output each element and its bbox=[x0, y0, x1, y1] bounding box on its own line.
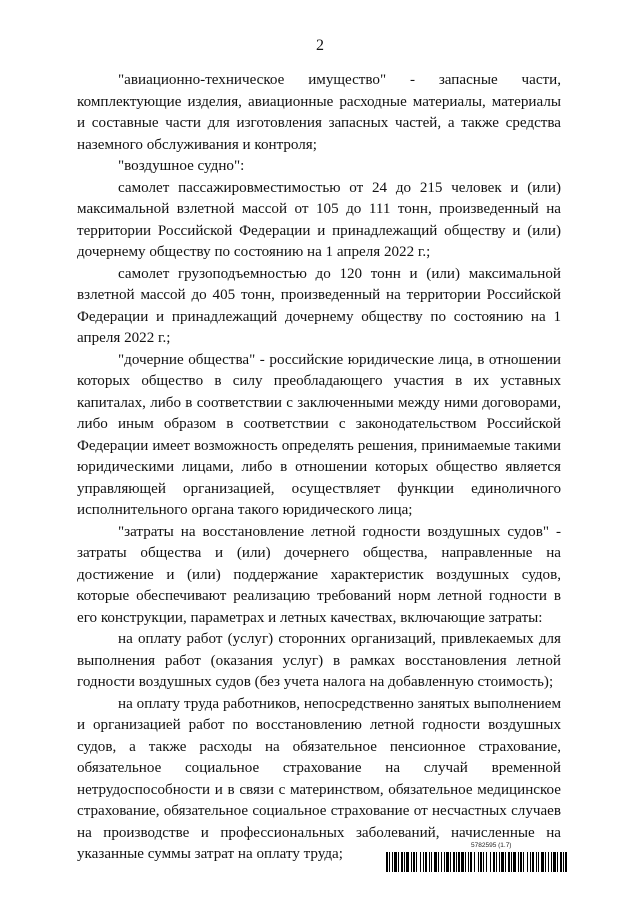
paragraph-third-party-services: на оплату работ (услуг) сторонних организаций, привлекаемых для выполнения работ (оказания услуг) в рамках восстановления летной годности воздушных судов (без учета налога на добавленную стоимость); bbox=[77, 631, 561, 690]
page-number: 2 bbox=[316, 37, 324, 54]
document-body bbox=[77, 70, 561, 866]
paragraph-cargo-aircraft: самолет грузоподъемностью до 120 тонн и (или) максимальной взлетной массой до 405 тонн, произведенный на территории Российской Федерации и принадлежащий дочернему обществу по состоянию на 1 апреля 2022 г.; bbox=[77, 265, 561, 346]
barcode-icon bbox=[386, 852, 568, 872]
paragraph-passenger-aircraft: самолет пассажировместимостью от 24 до 215 человек и (или) максимальной взлетной массой от 105 до 111 тонн, произведенный на территории Российской Федерации и принадлежащий обществу и (или) дочернему обществу по состоянию на 1 апреля 2022 г.; bbox=[77, 179, 561, 260]
paragraph-aircraft-definition: "воздушное судно": bbox=[118, 158, 245, 174]
paragraph-labor-costs: на оплату труда работников, непосредственно занятых выполнением и организацией работ по восстановлению летной годности воздушных судов, а также расходы на обязательное пенсионное страхование, обязательное социальное страхование на случай временной нетрудоспособности и в связи с материнством, обязательное медицинское страхование, обязательное социальное страхование от несчастных случаев на производстве и профессиональных заболеваний, начисленные на указанные суммы затрат на оплату труда; bbox=[77, 695, 561, 862]
paragraph-airworthiness-costs: "затраты на восстановление летной годности воздушных судов" - затраты общества и (или) дочернего общества, направленные на достижение и (или) поддержание характеристик воздушных судов, которые обеспечивают реализацию требований норм летной годности в его конструкции, параметрах и летных качествах, включающие затраты: bbox=[77, 523, 561, 626]
paragraph-subsidiaries: "дочерние общества" - российские юридические лица, в отношении которых общество в силу преобладающего участия в их уставных капиталах, либо в соответствии с заключенными между ними договорами, либо иным образом в соответствии с законодательством Российской Федерации имеет возможность определять решения, принимаемые такими юридическими лицами, либо в отношении которых общество является управляющей организацией, осуществляет функции единоличного исполнительного органа такого юридического лица; bbox=[77, 351, 561, 518]
paragraph-aviation-property: "авиационно-техническое имущество" - запасные части, комплектующие изделия, авиационные расходные материалы, материалы и составные части для изготовления запасных частей, а также средства наземного обслуживания и контроля; bbox=[77, 72, 561, 153]
document-code: 5782595 (1.7) bbox=[471, 842, 512, 849]
